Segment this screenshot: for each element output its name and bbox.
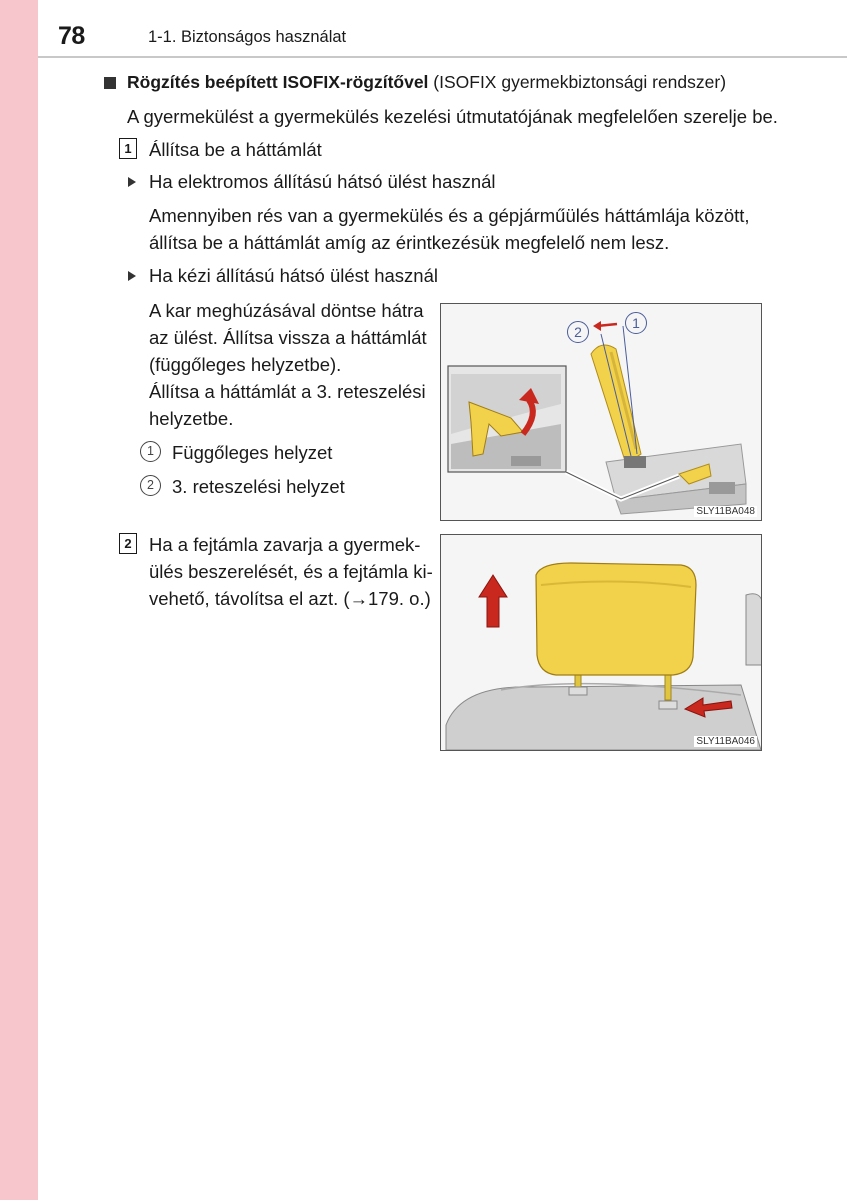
section-title: 1-1. Biztonságos használat — [148, 28, 347, 46]
seatback-adjust-figure — [440, 303, 762, 521]
figure-code: SLY11BA046 — [696, 736, 755, 747]
figure-code: SLY11BA048 — [696, 506, 755, 517]
page-number: 78 — [58, 22, 85, 50]
bullet-electric-seat: Ha elektromos állítású hátsó ülést használ — [149, 171, 496, 192]
manual-seat-line: helyzetbe. — [149, 408, 234, 429]
manual-seat-line: A kar meghúzásával döntse hátra — [149, 300, 424, 321]
manual-seat-line: az ülést. Állítsa vissza a háttámlát — [149, 327, 427, 348]
position-2-label: 2 — [567, 321, 589, 343]
manual-seat-line: (függőleges helyzetbe). — [149, 354, 342, 375]
headrest-removal-figure — [440, 534, 762, 751]
step-1-title: Állítsa be a háttámlát — [149, 139, 322, 160]
electric-seat-text-2: állítsa be a háttámlát amíg az érintkezésük megfelelő nem lesz. — [149, 232, 670, 253]
step-2-line: ülés beszerelését, és a fejtámla ki- — [149, 561, 433, 582]
header-divider — [38, 56, 847, 58]
position-1-label: 1 — [625, 312, 647, 334]
heading-normal: (ISOFIX gyermekbiztonsági rendszer) — [428, 72, 727, 92]
bullet-manual-seat: Ha kézi állítású hátsó ülést használ — [149, 265, 438, 286]
triangle-bullet-icon — [128, 177, 136, 187]
step-2-marker: 2 — [119, 533, 137, 554]
intro-paragraph: A gyermekülést a gyermekülés kezelési útmutatójának megfelelően szerelje be. — [127, 106, 778, 127]
legend-text-1: Függőleges helyzet — [172, 442, 333, 463]
seatback-illustration — [441, 304, 761, 520]
headrest-illustration — [441, 535, 761, 750]
electric-seat-text-1: Amennyiben rés van a gyermekülés és a gépjárműülés háttámlája között, — [149, 205, 750, 226]
heading-bold: Rögzítés beépített ISOFIX-rögzítővel — [127, 72, 429, 92]
subsection-heading — [104, 72, 726, 93]
legend-marker-2: 2 — [140, 475, 161, 496]
side-color-strip — [0, 0, 38, 1200]
step-1-marker: 1 — [119, 138, 137, 159]
square-bullet-icon — [104, 77, 116, 89]
step-2-line: vehető, távolítsa el azt. (→179. o.) — [149, 588, 431, 609]
legend-text-2: 3. reteszelési helyzet — [172, 476, 345, 497]
triangle-bullet-icon — [128, 271, 136, 281]
step-2-line: Ha a fejtámla zavarja a gyermek- — [149, 534, 421, 555]
legend-marker-1: 1 — [140, 441, 161, 462]
manual-seat-line: Állítsa a háttámlát a 3. reteszelési — [149, 381, 426, 402]
